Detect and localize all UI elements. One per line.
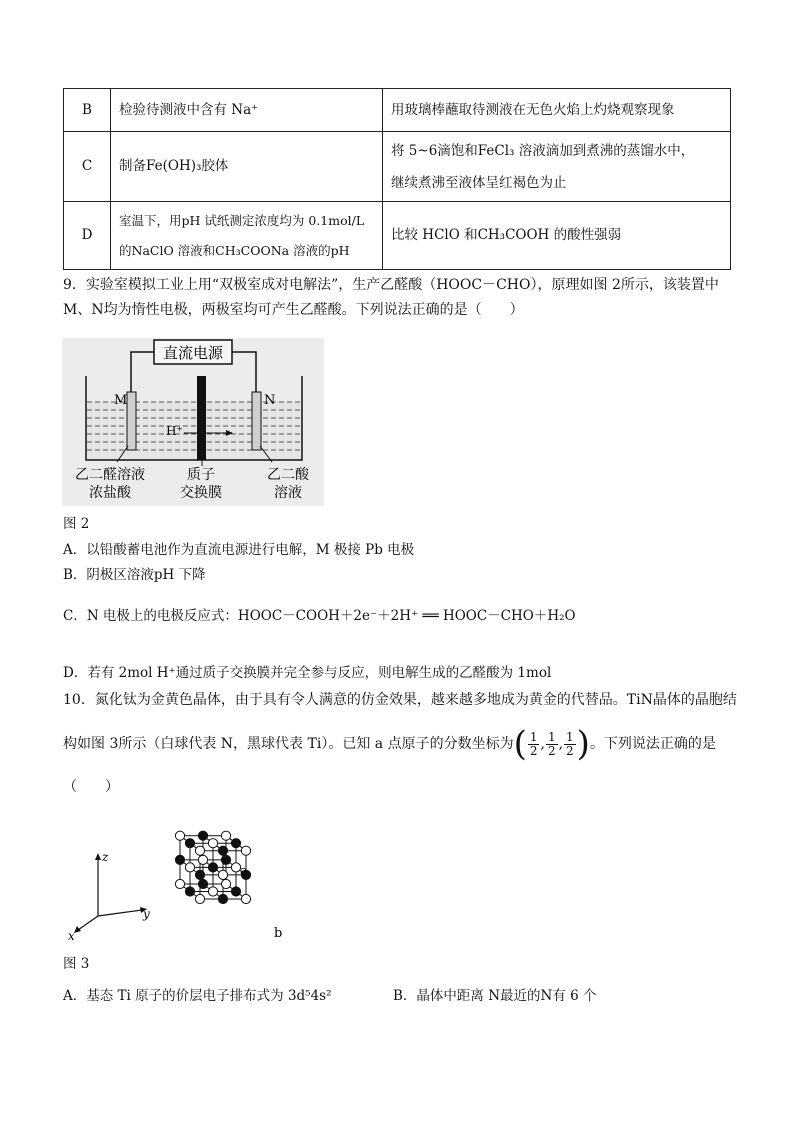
q9-stem-line: 9．实验室模拟工业上用“双极室成对电解法”，生产乙醛酸（HOOC－CHO），原理如图 2所示，该装置中 xyxy=(63,277,719,293)
ti-atom xyxy=(231,839,240,848)
n-atom xyxy=(221,831,230,840)
operation-cell xyxy=(111,202,383,270)
option-b: B．晶体中距离 N最近的N有 6 个 xyxy=(393,988,597,1004)
q9-stem-line: M、N均为惰性电极，两极室均可产生乙醛酸。下列说法正确的是（ ） xyxy=(63,302,524,318)
electrolyte-solution xyxy=(87,402,301,459)
n-atom xyxy=(175,831,184,840)
ti-atom xyxy=(198,879,207,888)
coord-fraction: $\frac{1}{2}$ xyxy=(547,729,556,758)
row-key: C xyxy=(64,132,111,202)
ion-label: H⁺ xyxy=(166,424,183,438)
purpose-cell: 用玻璃棒蘸取待测液在无色火焰上灼烧观察现象 xyxy=(383,89,731,132)
right-solution-label: 乙二酸 xyxy=(267,467,309,483)
power-source-label: 直流电源 xyxy=(162,344,224,362)
option-d: D．若有 2mol H⁺通过质子交换膜并完全参与反应，则电解生成的乙醛酸为 1mol xyxy=(63,665,552,681)
purpose-line: 继续煮沸至液体呈红褐色为止 xyxy=(391,174,567,191)
point-b-label: b xyxy=(274,926,283,941)
crystal-cell-diagram xyxy=(62,798,322,944)
electrode-m-label: M xyxy=(114,393,128,408)
option-b: B．阴极区溶液pH 下降 xyxy=(63,567,206,583)
q10-stem-line-2: 构如图 3所示（白球代表 N，黑球代表 Ti）。已知 a 点原子的分数坐标为 ( $\frac{1}{2}$ , $\frac{1}{2}$ , $\frac{1}{2}$ ) 。下列说法正确的是 xyxy=(63,724,716,764)
ti-atom xyxy=(208,863,217,872)
operation-cell: 检验待测液中含有 Na⁺ xyxy=(111,89,383,132)
experiment-table xyxy=(63,88,731,270)
axis-y-label: y xyxy=(143,907,150,921)
n-atom xyxy=(241,846,250,855)
ti-atom xyxy=(195,870,204,879)
membrane-label: 交换膜 xyxy=(180,485,222,501)
n-atom xyxy=(198,855,207,864)
n-atom xyxy=(221,879,230,888)
q10-stem-text: 。下列说法正确的是 xyxy=(589,736,716,752)
ti-atom xyxy=(218,894,227,903)
point-a-label: a xyxy=(240,864,248,879)
n-atom xyxy=(185,863,194,872)
coord-paren-right: ) xyxy=(576,724,590,764)
coord-paren-left: ( xyxy=(513,724,527,764)
q10-stem-line: 10．氮化钛为金黄色晶体，由于具有令人满意的仿金效果，越来越多地成为黄金的代替品。TiN晶体的晶胞结 xyxy=(63,692,737,708)
right-solution-label: 溶液 xyxy=(274,485,302,501)
ti-atom xyxy=(185,887,194,896)
q10-stem-text: 构如图 3所示（白球代表 N，黑球代表 Ti）。已知 a 点原子的分数坐标为 xyxy=(63,736,514,752)
row-key: B xyxy=(64,89,111,132)
row-key: D xyxy=(64,202,111,270)
n-atom xyxy=(175,879,184,888)
table-row xyxy=(64,89,731,132)
operation-line: 的NaClO 溶液和CH₃COONa 溶液的pH xyxy=(119,242,350,258)
figure-caption: 图 3 xyxy=(63,956,90,972)
operation-cell: 制备Fe(OH)₃胶体 xyxy=(111,132,383,202)
coord-fraction: $\frac{1}{2}$ xyxy=(566,729,574,758)
purpose-line: 将 5~6滴饱和FeCl₃ 溶液滴加到煮沸的蒸馏水中， xyxy=(391,142,695,159)
electrode-m xyxy=(127,392,136,450)
membrane-label: 质子 xyxy=(187,467,215,483)
ti-atom xyxy=(185,839,194,848)
answer-paren: （ ） xyxy=(63,779,119,795)
left-solution-label: 乙二醛溶液 xyxy=(75,467,145,483)
electrolysis-diagram xyxy=(62,338,324,506)
figure-caption: 图 2 xyxy=(63,516,90,532)
n-atom xyxy=(195,846,204,855)
purpose-cell xyxy=(383,132,731,202)
option-a: A．以铅酸蓄电池作为直流电源进行电解，M 极接 Pb 电极 xyxy=(63,542,415,558)
ti-atom xyxy=(175,855,184,864)
n-atom xyxy=(241,894,250,903)
proton-exchange-membrane xyxy=(197,376,206,460)
axis-z-label: z xyxy=(102,850,109,864)
ti-atom xyxy=(231,887,240,896)
table-row xyxy=(64,132,731,202)
ti-atom xyxy=(198,831,207,840)
option-a: A．基态 Ti 原子的价层电子排布式为 3d⁵4s² xyxy=(63,988,332,1004)
ti-atom xyxy=(218,846,227,855)
n-atom xyxy=(195,894,204,903)
n-atom xyxy=(208,839,217,848)
n-atom xyxy=(208,887,217,896)
left-solution-label: 浓盐酸 xyxy=(89,485,131,501)
option-c: C．N 电极上的电极反应式：HOOC－COOH＋2e⁻＋2H⁺ ══ HOOC－CHO＋H₂O xyxy=(63,608,576,624)
n-atom xyxy=(218,870,227,879)
ti-atom xyxy=(221,855,230,864)
electrode-n xyxy=(252,392,261,450)
purpose-cell: 比较 HClO 和CH₃COOH 的酸性强弱 xyxy=(383,202,731,270)
operation-line: 室温下，用pH 试纸测定浓度均为 0.1mol/L xyxy=(119,212,365,228)
electrode-n-label: N xyxy=(264,393,276,408)
table-row xyxy=(64,202,731,270)
coord-fraction: $\frac{1}{2}$ xyxy=(529,729,538,758)
axis-x-label: x xyxy=(68,929,75,943)
